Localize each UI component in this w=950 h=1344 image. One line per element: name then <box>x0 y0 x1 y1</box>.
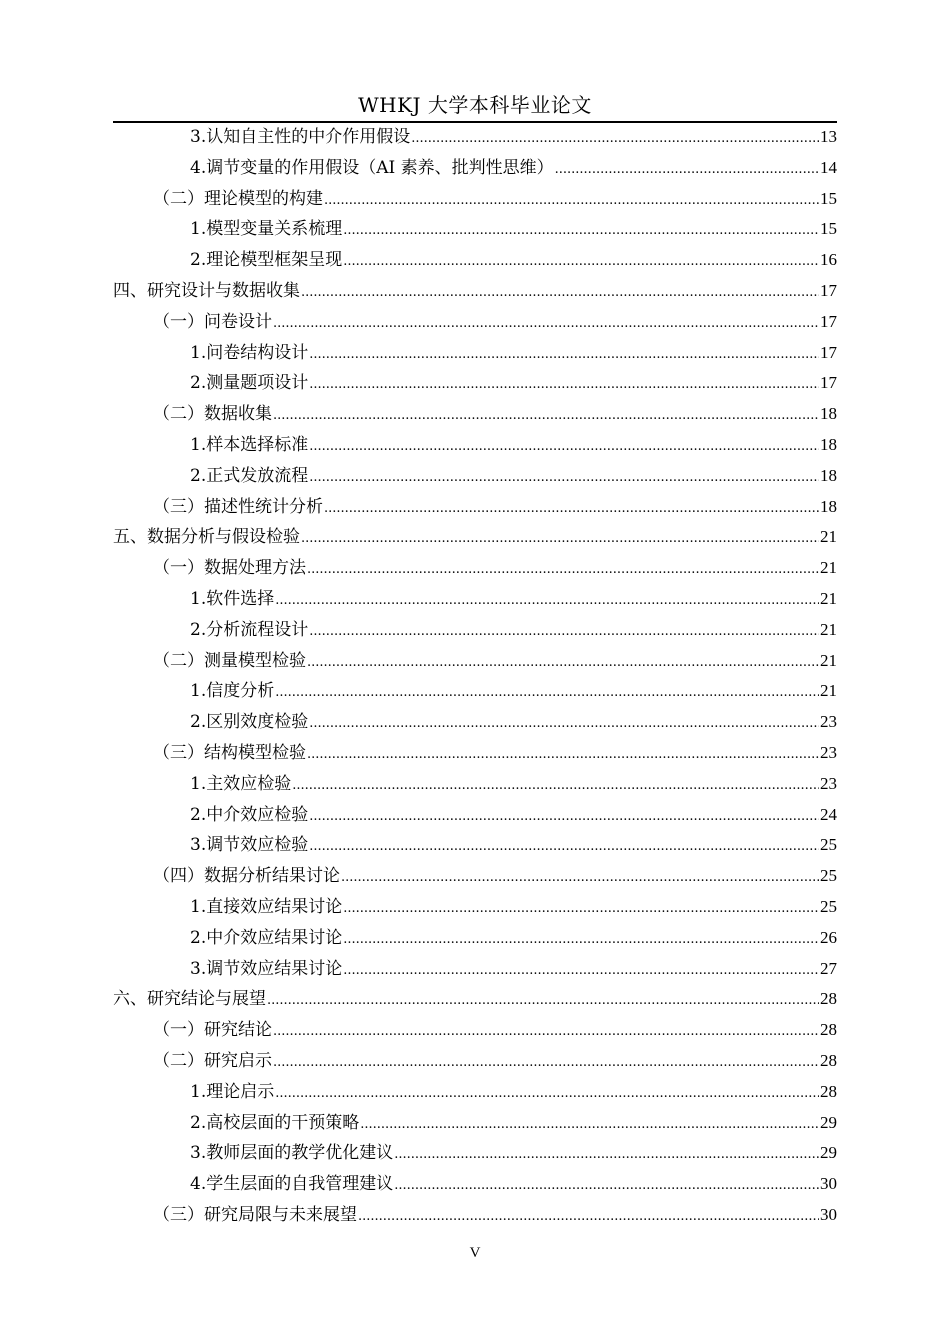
toc-entry[interactable] <box>113 214 837 245</box>
toc-entry-label: （三）描述性统计分析 <box>153 496 323 517</box>
toc-dot-leader <box>273 1017 819 1048</box>
toc-entry-label: 4.调节变量的作用假设（AI 素养、批判性思维） <box>190 157 554 178</box>
toc-entry-page: 21 <box>820 558 837 578</box>
toc-entry[interactable] <box>113 1108 837 1139</box>
toc-entry[interactable] <box>113 461 837 492</box>
toc-entry-label: 2.高校层面的干预策略 <box>190 1112 360 1133</box>
toc-dot-leader <box>309 432 819 463</box>
toc-dot-leader <box>309 832 819 863</box>
toc-entry-page: 28 <box>820 1081 837 1101</box>
toc-entry-page: 17 <box>820 373 837 393</box>
toc-entry-label: 3.调节效应结果讨论 <box>190 958 343 979</box>
toc-entry-page: 17 <box>820 342 837 362</box>
toc-dot-leader <box>343 894 819 925</box>
toc-dot-leader <box>358 1202 819 1233</box>
toc-dot-leader <box>301 278 819 309</box>
toc-entry[interactable] <box>113 738 837 769</box>
toc-dot-leader <box>343 216 819 247</box>
toc-entry[interactable] <box>113 861 837 892</box>
toc-dot-leader <box>309 802 819 833</box>
toc-entry-page: 14 <box>820 157 837 177</box>
toc-entry-page: 25 <box>820 835 837 855</box>
toc-dot-leader <box>309 463 819 494</box>
toc-entry-label: 1.主效应检验 <box>190 773 292 794</box>
toc-entry-label: 2.分析流程设计 <box>190 619 309 640</box>
toc-entry[interactable] <box>113 245 837 276</box>
toc-entry-page: 21 <box>820 588 837 608</box>
toc-entry-page: 18 <box>820 496 837 516</box>
toc-entry-page: 23 <box>820 712 837 732</box>
toc-entry-page: 18 <box>820 465 837 485</box>
toc-entry-label: （三）结构模型检验 <box>153 742 306 763</box>
toc-entry-label: 四、研究设计与数据收集 <box>113 280 300 301</box>
toc-entry-label: 2.中介效应结果讨论 <box>190 927 343 948</box>
toc-entry-label: 3.调节效应检验 <box>190 835 309 856</box>
toc-entry[interactable] <box>113 615 837 646</box>
toc-entry[interactable] <box>113 984 837 1015</box>
toc-entry[interactable] <box>113 1077 837 1108</box>
toc-dot-leader <box>343 247 819 278</box>
toc-dot-leader <box>360 1110 819 1141</box>
toc-dot-leader <box>309 617 819 648</box>
toc-entry-page: 21 <box>820 619 837 639</box>
toc-entry-label: 4.学生层面的自我管理建议 <box>190 1174 394 1195</box>
toc-entry[interactable] <box>113 800 837 831</box>
toc-dot-leader <box>324 494 819 525</box>
toc-entry[interactable] <box>113 892 837 923</box>
toc-entry[interactable] <box>113 492 837 523</box>
toc-entry-page: 16 <box>820 250 837 270</box>
toc-entry[interactable] <box>113 399 837 430</box>
toc-entry-label: 1.样本选择标准 <box>190 434 309 455</box>
toc-entry-page: 23 <box>820 742 837 762</box>
toc-entry-page: 28 <box>820 989 837 1009</box>
toc-entry[interactable] <box>113 646 837 677</box>
toc-dot-leader <box>324 186 819 217</box>
toc-dot-leader <box>343 956 819 987</box>
toc-entry-page: 30 <box>820 1204 837 1224</box>
toc-entry-page: 18 <box>820 404 837 424</box>
toc-entry[interactable] <box>113 522 837 553</box>
toc-entry-page: 17 <box>820 311 837 331</box>
toc-entry-label: 1.模型变量关系梳理 <box>190 219 343 240</box>
toc-entry[interactable] <box>113 307 837 338</box>
toc-entry-page: 21 <box>820 527 837 547</box>
toc-entry[interactable] <box>113 676 837 707</box>
toc-entry-label: 1.直接效应结果讨论 <box>190 896 343 917</box>
toc-dot-leader <box>343 925 819 956</box>
toc-entry-label: 3.教师层面的教学优化建议 <box>190 1143 394 1164</box>
toc-entry-label: 1.理论启示 <box>190 1081 275 1102</box>
toc-entry[interactable] <box>113 153 837 184</box>
toc-entry[interactable] <box>113 1046 837 1077</box>
toc-dot-leader <box>309 370 819 401</box>
toc-dot-leader <box>273 1048 819 1079</box>
toc-entry-page: 13 <box>820 127 837 146</box>
toc-dot-leader <box>411 124 819 155</box>
toc-entry[interactable] <box>113 1015 837 1046</box>
toc-entry-label: （二）理论模型的构建 <box>153 188 323 209</box>
toc-entry-label: 2.区别效度检验 <box>190 712 309 733</box>
toc-entry-page: 25 <box>820 866 837 886</box>
toc-entry-page: 28 <box>820 1020 837 1040</box>
toc-entry-label: 六、研究结论与展望 <box>113 989 266 1010</box>
toc-entry[interactable] <box>113 430 837 461</box>
toc-entry-page: 21 <box>820 681 837 701</box>
toc-entry[interactable] <box>113 184 837 215</box>
toc-entry[interactable] <box>113 769 837 800</box>
toc-entry-page: 26 <box>820 927 837 947</box>
toc-entry-page: 18 <box>820 434 837 454</box>
toc-entry-page: 24 <box>820 804 837 824</box>
toc-entry[interactable] <box>113 830 837 861</box>
toc-entry-label: 2.理论模型框架呈现 <box>190 250 343 271</box>
toc-entry-label: 1.信度分析 <box>190 681 275 702</box>
toc-entry-label: 2.中介效应检验 <box>190 804 309 825</box>
toc-entry-page: 25 <box>820 896 837 916</box>
toc-entry-label: （三）研究局限与未来展望 <box>153 1204 357 1225</box>
toc-entry-label: 1.问卷结构设计 <box>190 342 309 363</box>
toc-dot-leader <box>307 555 819 586</box>
toc-dot-leader <box>394 1140 819 1171</box>
toc-dot-leader <box>273 401 819 432</box>
toc-entry-page: 23 <box>820 773 837 793</box>
toc-entry-page: 15 <box>820 219 837 239</box>
toc-entry-page: 15 <box>820 188 837 208</box>
toc-entry-page: 29 <box>820 1143 837 1163</box>
toc-entry[interactable] <box>113 1200 837 1231</box>
toc-entry[interactable] <box>113 1138 837 1169</box>
toc-entry-label: 1.软件选择 <box>190 588 275 609</box>
toc-dot-leader <box>341 863 819 894</box>
toc-dot-leader <box>273 309 819 340</box>
toc-dot-leader <box>309 709 819 740</box>
toc-entry-label: （一）研究结论 <box>153 1020 272 1041</box>
toc-entry[interactable] <box>113 1169 837 1200</box>
toc-dot-leader <box>394 1171 819 1202</box>
toc-entry[interactable] <box>113 584 837 615</box>
toc-dot-leader <box>292 771 819 802</box>
toc-entry-page: 30 <box>820 1174 837 1194</box>
toc-entry-page: 29 <box>820 1112 837 1132</box>
table-of-contents <box>113 122 837 1231</box>
toc-entry-page: 28 <box>820 1050 837 1070</box>
toc-dot-leader <box>275 1079 819 1110</box>
toc-entry[interactable] <box>113 276 837 307</box>
toc-dot-leader <box>307 648 819 679</box>
toc-entry[interactable] <box>113 954 837 985</box>
toc-entry-label: 五、数据分析与假设检验 <box>113 527 300 548</box>
toc-entry[interactable] <box>113 923 837 954</box>
toc-entry-page: 21 <box>820 650 837 670</box>
toc-entry-label: （二）数据收集 <box>153 404 272 425</box>
toc-entry[interactable] <box>113 553 837 584</box>
toc-entry-label: 2.正式发放流程 <box>190 465 309 486</box>
toc-entry-page: 17 <box>820 280 837 300</box>
toc-entry-label: （二）研究启示 <box>153 1050 272 1071</box>
toc-entry-label: （一）问卷设计 <box>153 311 272 332</box>
running-header-title: WHKJ 大学本科毕业论文 <box>358 93 592 117</box>
toc-entry-label: 3.认知自主性的中介作用假设 <box>190 127 411 147</box>
toc-dot-leader <box>309 340 819 371</box>
toc-dot-leader <box>307 740 819 771</box>
toc-dot-leader <box>275 678 819 709</box>
toc-entry[interactable] <box>113 338 837 369</box>
toc-dot-leader <box>267 986 819 1017</box>
toc-entry-label: （四）数据分析结果讨论 <box>153 866 340 887</box>
toc-entry-page: 27 <box>820 958 837 978</box>
toc-entry[interactable] <box>113 707 837 738</box>
toc-dot-leader <box>301 524 819 555</box>
toc-entry-label: 2.测量题项设计 <box>190 373 309 394</box>
toc-entry[interactable] <box>113 122 837 153</box>
page-number: V <box>469 1245 481 1261</box>
toc-entry[interactable] <box>113 368 837 399</box>
toc-dot-leader <box>275 586 819 617</box>
toc-dot-leader <box>555 155 819 186</box>
toc-entry-label: （一）数据处理方法 <box>153 558 306 579</box>
toc-entry-label: （二）测量模型检验 <box>153 650 306 671</box>
